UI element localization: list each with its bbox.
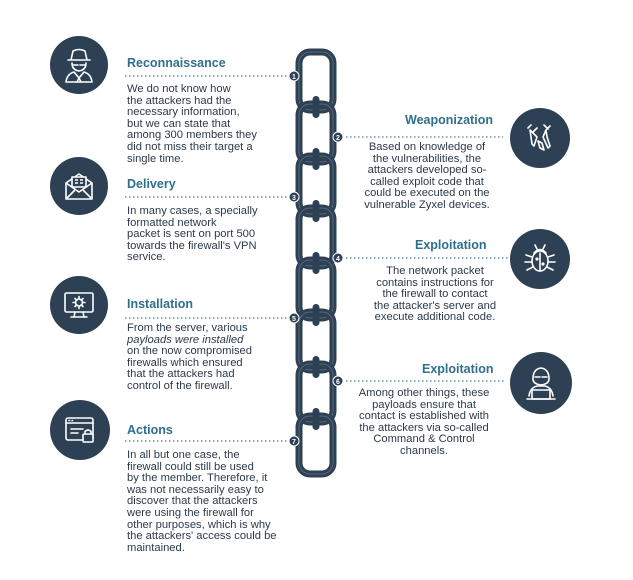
envelope-icon xyxy=(50,157,108,215)
step-number: 2 xyxy=(336,134,340,142)
step-7-description: In all but one case, the firewall could still be used by the member. Therefore, it was not necessarily easy to discover that the attackers were using the firewall for other purposes, which is why the attackers' access could be maintained. xyxy=(127,449,277,554)
chain-connector xyxy=(313,200,320,222)
step-4-title: Exploitation xyxy=(415,238,487,252)
step-5-title: Installation xyxy=(127,297,193,311)
step-3-title: Delivery xyxy=(127,177,176,191)
step-number: 7 xyxy=(292,438,296,446)
spy-icon xyxy=(50,36,108,94)
weapons-icon xyxy=(510,108,570,168)
step-7-title: Actions xyxy=(127,423,173,437)
step-number: 3 xyxy=(292,194,296,202)
step-number: 1 xyxy=(292,73,296,81)
chain-connector xyxy=(313,304,320,326)
step-6-description: Among other things, these payloads ensure that contact is established with the attackers via so-called Command & Control channels. xyxy=(358,387,490,457)
step-4-description: The network packet contains instructions for the firewall to contact the attacker's server and execute additional code. xyxy=(373,265,497,324)
step-1-title: Reconnaissance xyxy=(127,56,226,70)
step-number: 5 xyxy=(292,315,296,323)
chain-connector xyxy=(313,96,320,118)
browser-lock-icon xyxy=(50,400,110,460)
step-6-title: Exploitation xyxy=(422,362,494,376)
step-5-description: From the server, various payloads were installed on the now compromised firewalls which ensured that the attackers had control of the firewall. xyxy=(127,322,252,392)
step-number: 4 xyxy=(336,255,340,263)
bug-icon xyxy=(510,229,570,289)
step-1-description: We do not know how the attackers had the necessary information, but we can state that among 300 members they did not miss their target a single time. xyxy=(127,83,257,165)
step-2-description: Based on knowledge of the vulnerabilities, the attackers developed so- called exploit code that could be executed on the vulnerable Zyxel devices. xyxy=(364,141,490,211)
step-2-title: Weaponization xyxy=(405,113,493,127)
hacker-icon xyxy=(510,352,572,414)
step-3-description: In many cases, a specially formatted network packet is sent on port 500 towards the firewall's VPN service. xyxy=(127,205,258,264)
monitor-virus-icon xyxy=(50,276,108,334)
chain-connector xyxy=(313,148,320,170)
chain-connector xyxy=(313,408,320,430)
chain-connector xyxy=(313,356,320,378)
chain-connector xyxy=(313,252,320,274)
step-number: 6 xyxy=(336,378,340,386)
